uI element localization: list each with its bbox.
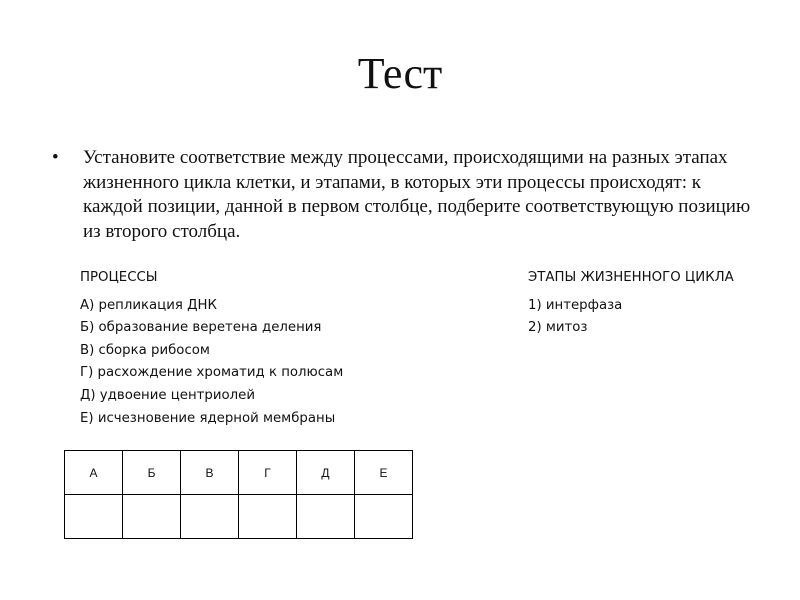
processes-heading: ПРОЦЕССЫ: [80, 270, 158, 285]
process-item: А) репликация ДНК: [80, 297, 217, 313]
answer-header-cell: Е: [355, 451, 413, 495]
bullet-icon: •: [52, 147, 59, 168]
answer-header-cell: Д: [297, 451, 355, 495]
answer-header-cell: В: [181, 451, 239, 495]
process-item: Д) удвоение центриолей: [80, 387, 255, 403]
answer-cell[interactable]: [239, 495, 297, 539]
stages-column: [528, 267, 734, 340]
stages-heading: ЭТАПЫ ЖИЗНЕННОГО ЦИКЛА: [528, 270, 734, 285]
answer-cell[interactable]: [65, 495, 123, 539]
process-item: Е) исчезновение ядерной мембраны: [80, 410, 336, 426]
process-item: Г) расхождение хроматид к полюсам: [80, 365, 344, 381]
answer-table-answer-row: [65, 495, 413, 539]
answer-header-cell: А: [65, 451, 123, 495]
instruction-bullet: [52, 146, 752, 244]
process-item: Б) образование веретена деления: [80, 320, 322, 336]
answer-cell[interactable]: [181, 495, 239, 539]
answer-cell[interactable]: [123, 495, 181, 539]
answer-table: [64, 450, 413, 539]
answer-table-header-row: [65, 451, 413, 495]
answer-header-cell: Г: [239, 451, 297, 495]
processes-column: [80, 267, 343, 430]
slide-title: Тест: [357, 49, 443, 98]
instruction-text: Установите соответствие между процессами, происходящими на разных этапах жизненного цикла клетки, и этапами, в которых эти процессы происходят: к каждой позиции, данной в первом столбце, подберите соответствующую позицию из второго столбца.: [83, 147, 751, 242]
answer-header-cell: Б: [123, 451, 181, 495]
answer-cell[interactable]: [297, 495, 355, 539]
stage-item: 2) митоз: [528, 320, 588, 336]
answer-cell[interactable]: [355, 495, 413, 539]
process-item: В) сборка рибосом: [80, 342, 210, 358]
stage-item: 1) интерфаза: [528, 297, 623, 313]
